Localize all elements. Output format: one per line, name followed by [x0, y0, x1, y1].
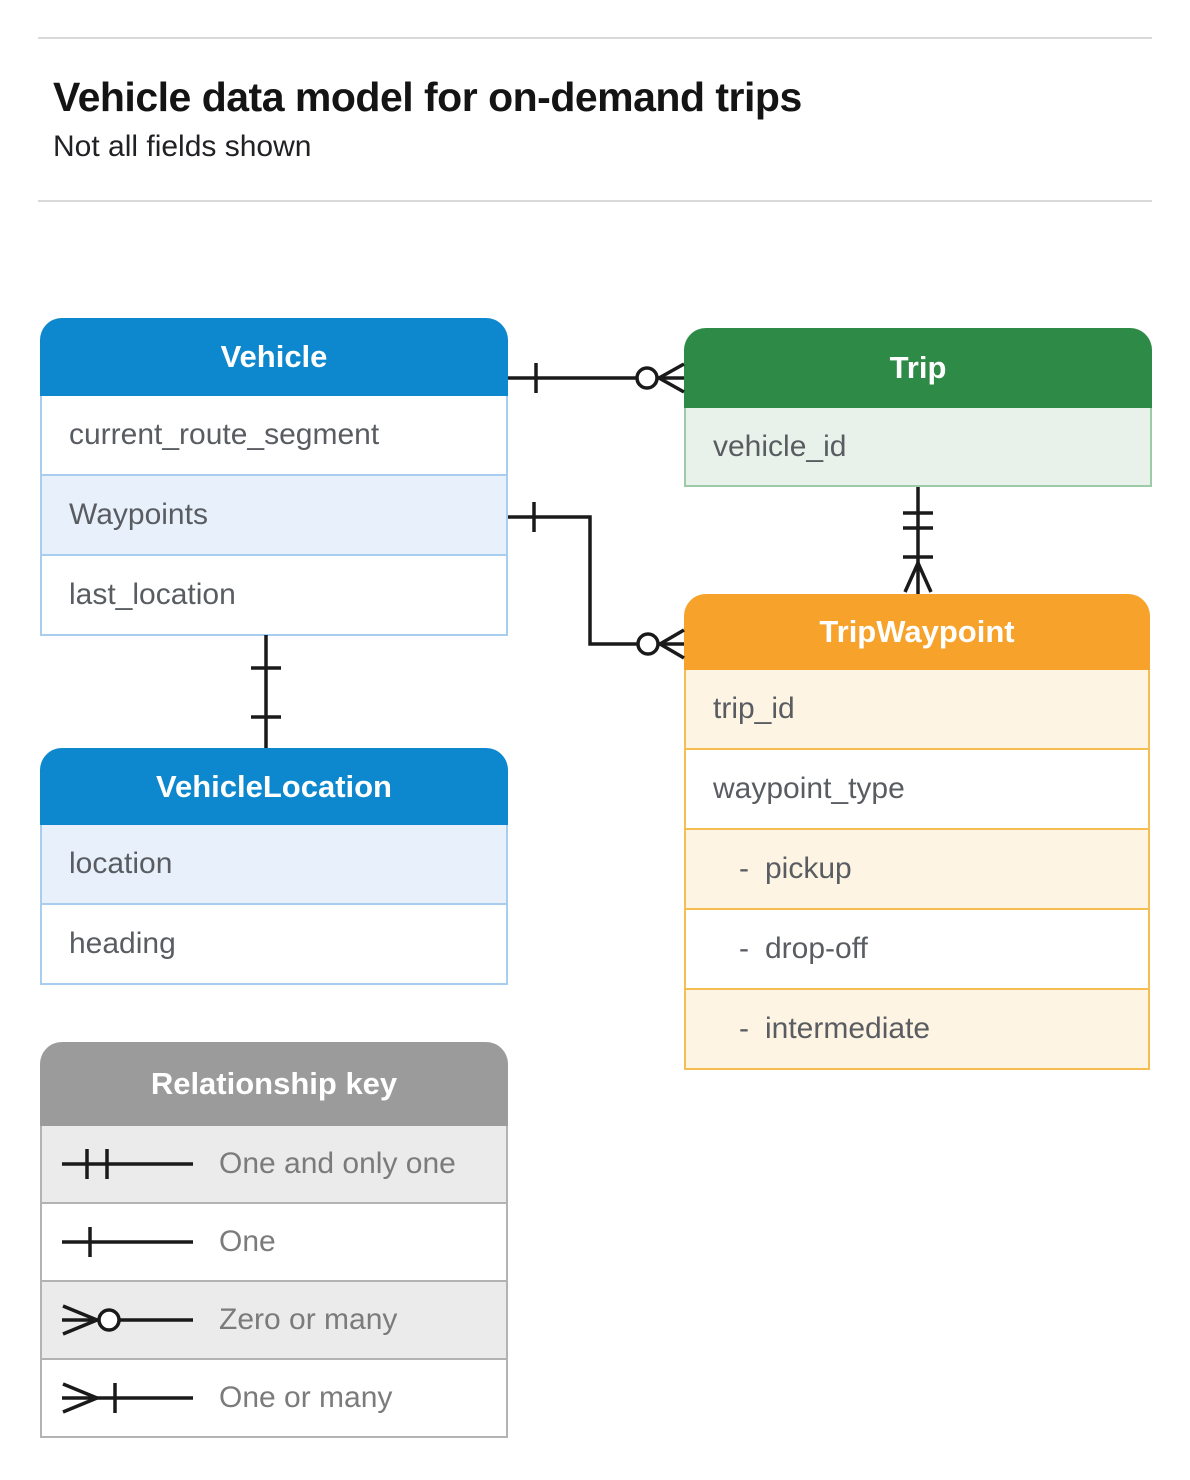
entity-vehiclelocation-title: VehicleLocation: [40, 748, 508, 825]
dash-bullet: -: [739, 852, 749, 885]
field-trip-id: trip_id: [686, 670, 1148, 748]
enum-drop-off: [686, 908, 1148, 988]
key-row-zero-or-many: [42, 1280, 506, 1358]
field-location: location: [42, 825, 506, 903]
dash-bullet: -: [739, 1012, 749, 1045]
entity-vehiclelocation-fields: [40, 825, 508, 985]
page-subtitle: Not all fields shown: [53, 130, 312, 163]
entity-vehicle-fields: [40, 396, 508, 636]
connector-trip-tripwaypoint: [903, 487, 933, 594]
page-title: Vehicle data model for on-demand trips: [53, 74, 802, 120]
field-waypoints: Waypoints: [42, 474, 506, 554]
dash-bullet: -: [739, 932, 749, 965]
connector-waypoints-tripwaypoint: [508, 502, 684, 658]
connector-vehicle-trip: [508, 363, 684, 393]
relationship-key-title: Relationship key: [40, 1042, 508, 1126]
key-label: One or many: [219, 1381, 393, 1414]
enum-intermediate-label: intermediate: [765, 1012, 931, 1045]
key-label: One and only one: [219, 1147, 456, 1180]
key-row-one-or-many: [42, 1358, 506, 1436]
one-and-only-one-icon: [57, 1139, 197, 1189]
entity-trip-title: Trip: [684, 328, 1152, 408]
zero-or-many-icon: [57, 1295, 197, 1345]
connector-vehicle-vehiclelocation: [251, 635, 281, 748]
enum-pickup-label: pickup: [765, 852, 852, 885]
key-label: Zero or many: [219, 1303, 398, 1336]
key-label: One: [219, 1225, 276, 1258]
relationship-key: [40, 1042, 508, 1438]
enum-pickup: [686, 828, 1148, 908]
field-current-route-segment: current_route_segment: [42, 396, 506, 474]
key-row-one: [42, 1202, 506, 1280]
key-row-one-and-only-one: [42, 1126, 506, 1202]
top-divider: [38, 37, 1152, 39]
entity-tripwaypoint: [684, 594, 1150, 1070]
entity-tripwaypoint-title: TripWaypoint: [684, 594, 1150, 670]
one-or-many-icon: [57, 1373, 197, 1423]
entity-vehicle: [40, 318, 508, 636]
one-icon: [57, 1217, 197, 1267]
enum-drop-off-label: drop-off: [765, 932, 868, 965]
entity-tripwaypoint-fields: [684, 670, 1150, 1070]
field-vehicle-id: vehicle_id: [686, 408, 1150, 485]
relationship-key-rows: [40, 1126, 508, 1438]
entity-trip: [684, 328, 1152, 487]
field-last-location: last_location: [42, 554, 506, 634]
field-heading: heading: [42, 903, 506, 983]
enum-intermediate: [686, 988, 1148, 1068]
entity-vehicle-title: Vehicle: [40, 318, 508, 396]
field-waypoint-type: waypoint_type: [686, 748, 1148, 828]
entity-vehiclelocation: [40, 748, 508, 985]
header-divider: [38, 200, 1152, 202]
entity-trip-fields: [684, 408, 1152, 487]
